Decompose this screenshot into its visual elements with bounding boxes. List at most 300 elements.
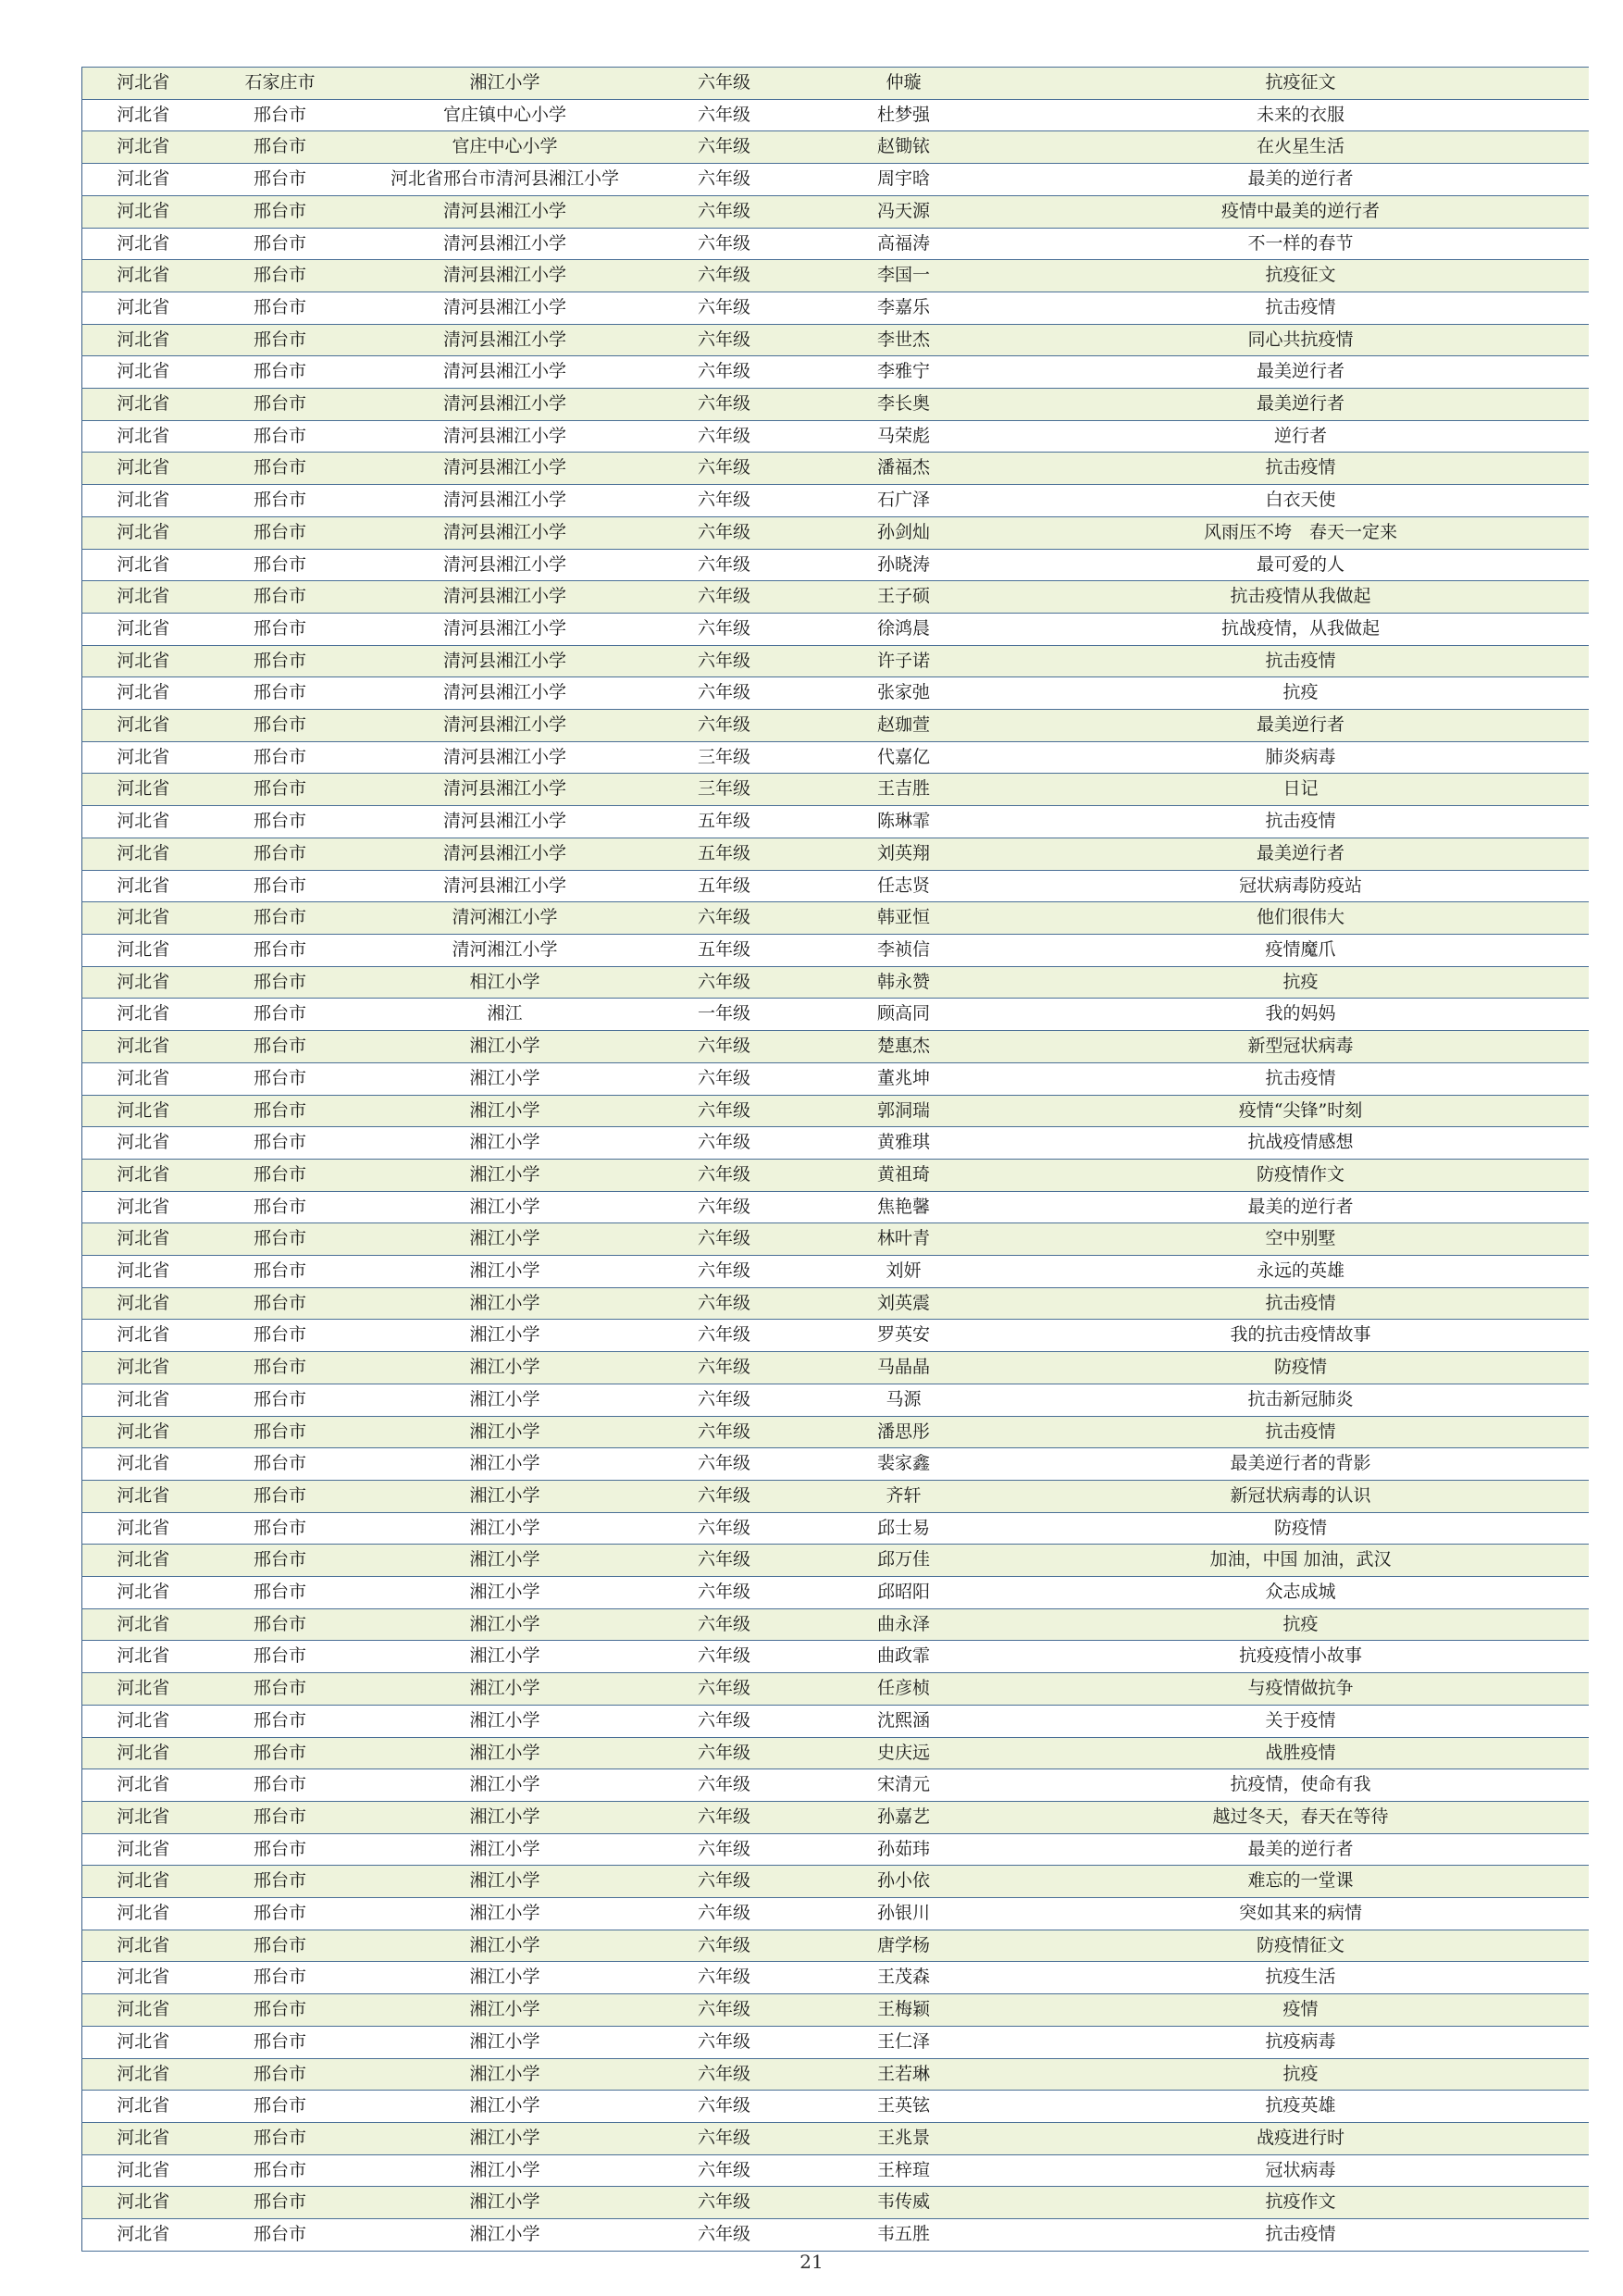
cell-title: 最美逆行者 xyxy=(1013,710,1589,742)
cell-province: 河北省 xyxy=(82,1384,204,1416)
cell-city: 邢台市 xyxy=(204,1866,356,1898)
cell-school: 湘江小学 xyxy=(356,1287,654,1320)
cell-school: 湘江小学 xyxy=(356,2187,654,2219)
table-row xyxy=(82,966,1589,999)
table-row xyxy=(82,164,1589,196)
cell-school: 湘江小学 xyxy=(356,1031,654,1063)
cell-province: 河北省 xyxy=(82,2058,204,2091)
cell-school: 清河县湘江小学 xyxy=(356,228,654,260)
cell-name: 韦五胜 xyxy=(795,2219,1013,2252)
cell-title: 与疫情做抗争 xyxy=(1013,1673,1589,1706)
table-row xyxy=(82,2123,1589,2155)
cell-province: 河北省 xyxy=(82,356,204,389)
table-row xyxy=(82,99,1589,131)
table-row xyxy=(82,999,1589,1031)
cell-province: 河北省 xyxy=(82,999,204,1031)
cell-title: 最美的逆行者 xyxy=(1013,164,1589,196)
table-row xyxy=(82,195,1589,228)
cell-school: 清河县湘江小学 xyxy=(356,710,654,742)
cell-name: 李长奥 xyxy=(795,389,1013,421)
cell-city: 邢台市 xyxy=(204,389,356,421)
table-row xyxy=(82,1705,1589,1737)
cell-name: 裴家鑫 xyxy=(795,1448,1013,1481)
cell-name: 王吉胜 xyxy=(795,774,1013,806)
cell-grade: 六年级 xyxy=(654,677,795,710)
cell-province: 河北省 xyxy=(82,806,204,838)
cell-province: 河北省 xyxy=(82,1095,204,1127)
cell-title: 抗击疫情 xyxy=(1013,1416,1589,1448)
cell-name: 董兆坤 xyxy=(795,1062,1013,1095)
table-row xyxy=(82,324,1589,356)
cell-name: 黄雅琪 xyxy=(795,1127,1013,1160)
cell-title: 抗疫征文 xyxy=(1013,68,1589,100)
cell-school: 湘江小学 xyxy=(356,1769,654,1802)
cell-title: 他们很伟大 xyxy=(1013,902,1589,935)
cell-grade: 六年级 xyxy=(654,1448,795,1481)
cell-grade: 六年级 xyxy=(654,710,795,742)
cell-title: 加油，中国 加油，武汉 xyxy=(1013,1545,1589,1577)
cell-school: 湘江小学 xyxy=(356,1866,654,1898)
cell-city: 邢台市 xyxy=(204,292,356,324)
cell-city: 邢台市 xyxy=(204,356,356,389)
cell-school: 湘江小学 xyxy=(356,1223,654,1256)
cell-title: 疫情“尖锋”时刻 xyxy=(1013,1095,1589,1127)
cell-city: 邢台市 xyxy=(204,2026,356,2058)
cell-title: 永远的英雄 xyxy=(1013,1256,1589,1288)
cell-grade: 六年级 xyxy=(654,1577,795,1609)
cell-grade: 六年级 xyxy=(654,1159,795,1191)
cell-grade: 六年级 xyxy=(654,1287,795,1320)
cell-city: 邢台市 xyxy=(204,1480,356,1512)
cell-grade: 六年级 xyxy=(654,99,795,131)
cell-city: 邢台市 xyxy=(204,1095,356,1127)
table-row xyxy=(82,1191,1589,1223)
cell-grade: 三年级 xyxy=(654,741,795,774)
cell-grade: 六年级 xyxy=(654,2026,795,2058)
cell-province: 河北省 xyxy=(82,1673,204,1706)
cell-grade: 五年级 xyxy=(654,870,795,902)
cell-city: 邢台市 xyxy=(204,870,356,902)
cell-school: 清河县湘江小学 xyxy=(356,549,654,581)
cell-province: 河北省 xyxy=(82,1448,204,1481)
cell-title: 抗击疫情从我做起 xyxy=(1013,581,1589,614)
cell-school: 清河县湘江小学 xyxy=(356,870,654,902)
cell-province: 河北省 xyxy=(82,1930,204,1962)
cell-title: 不一样的春节 xyxy=(1013,228,1589,260)
cell-grade: 六年级 xyxy=(654,1320,795,1352)
cell-name: 马源 xyxy=(795,1384,1013,1416)
cell-city: 邢台市 xyxy=(204,1062,356,1095)
cell-school: 清河县湘江小学 xyxy=(356,420,654,453)
cell-grade: 一年级 xyxy=(654,999,795,1031)
table-row xyxy=(82,389,1589,421)
cell-title: 关于疫情 xyxy=(1013,1705,1589,1737)
cell-city: 邢台市 xyxy=(204,1577,356,1609)
table-row xyxy=(82,292,1589,324)
cell-school: 湘江小学 xyxy=(356,1962,654,1994)
cell-name: 冯天源 xyxy=(795,195,1013,228)
cell-city: 邢台市 xyxy=(204,2123,356,2155)
cell-city: 邢台市 xyxy=(204,453,356,485)
cell-province: 河北省 xyxy=(82,870,204,902)
table-row xyxy=(82,1384,1589,1416)
cell-title: 抗疫英雄 xyxy=(1013,2091,1589,2123)
cell-name: 孙晓涛 xyxy=(795,549,1013,581)
cell-school: 湘江小学 xyxy=(356,1191,654,1223)
cell-name: 高福涛 xyxy=(795,228,1013,260)
cell-grade: 六年级 xyxy=(654,1898,795,1930)
table-row xyxy=(82,1159,1589,1191)
cell-school: 清河县湘江小学 xyxy=(356,581,654,614)
cell-school: 相江小学 xyxy=(356,966,654,999)
cell-name: 王梓瑄 xyxy=(795,2154,1013,2187)
cell-school: 清河县湘江小学 xyxy=(356,389,654,421)
cell-school: 湘江小学 xyxy=(356,1480,654,1512)
cell-title: 抗战疫情，从我做起 xyxy=(1013,613,1589,645)
cell-city: 邢台市 xyxy=(204,420,356,453)
cell-province: 河北省 xyxy=(82,1994,204,2027)
cell-grade: 五年级 xyxy=(654,838,795,870)
table-row xyxy=(82,1352,1589,1384)
cell-city: 邢台市 xyxy=(204,1031,356,1063)
cell-name: 邱昭阳 xyxy=(795,1577,1013,1609)
cell-name: 刘妍 xyxy=(795,1256,1013,1288)
cell-city: 邢台市 xyxy=(204,966,356,999)
cell-title: 我的抗击疫情故事 xyxy=(1013,1320,1589,1352)
cell-school: 湘江小学 xyxy=(356,68,654,100)
cell-school: 清河县湘江小学 xyxy=(356,645,654,677)
table-row xyxy=(82,1866,1589,1898)
cell-school: 湘江小学 xyxy=(356,1930,654,1962)
cell-school: 清河县湘江小学 xyxy=(356,741,654,774)
table-row xyxy=(82,228,1589,260)
cell-title: 抗击疫情 xyxy=(1013,453,1589,485)
cell-city: 邢台市 xyxy=(204,2154,356,2187)
cell-grade: 六年级 xyxy=(654,1095,795,1127)
table-row xyxy=(82,549,1589,581)
cell-city: 邢台市 xyxy=(204,260,356,292)
cell-name: 罗英安 xyxy=(795,1320,1013,1352)
cell-name: 曲永泽 xyxy=(795,1608,1013,1641)
cell-name: 李国一 xyxy=(795,260,1013,292)
cell-school: 湘江小学 xyxy=(356,1159,654,1191)
cell-city: 邢台市 xyxy=(204,710,356,742)
cell-title: 冠状病毒 xyxy=(1013,2154,1589,2187)
cell-title: 肺炎病毒 xyxy=(1013,741,1589,774)
cell-city: 邢台市 xyxy=(204,1608,356,1641)
cell-name: 孙银川 xyxy=(795,1898,1013,1930)
cell-grade: 六年级 xyxy=(654,195,795,228)
cell-grade: 六年级 xyxy=(654,1801,795,1833)
cell-name: 林叶青 xyxy=(795,1223,1013,1256)
table-row xyxy=(82,68,1589,100)
cell-school: 湘江小学 xyxy=(356,1352,654,1384)
cell-city: 邢台市 xyxy=(204,774,356,806)
cell-city: 邢台市 xyxy=(204,1352,356,1384)
cell-province: 河北省 xyxy=(82,774,204,806)
cell-province: 河北省 xyxy=(82,324,204,356)
cell-province: 河北省 xyxy=(82,1769,204,1802)
cell-title: 防疫情征文 xyxy=(1013,1930,1589,1962)
cell-province: 河北省 xyxy=(82,1833,204,1866)
cell-name: 马荣彪 xyxy=(795,420,1013,453)
cell-province: 河北省 xyxy=(82,1256,204,1288)
cell-city: 邢台市 xyxy=(204,1641,356,1673)
table-row xyxy=(82,1930,1589,1962)
cell-grade: 六年级 xyxy=(654,485,795,517)
cell-city: 邢台市 xyxy=(204,1737,356,1769)
cell-title: 抗击疫情 xyxy=(1013,2219,1589,2252)
cell-school: 湘江小学 xyxy=(356,1577,654,1609)
cell-school: 湘江小学 xyxy=(356,1994,654,2027)
cell-city: 邢台市 xyxy=(204,516,356,549)
table-row xyxy=(82,1256,1589,1288)
table-row xyxy=(82,934,1589,966)
cell-province: 河北省 xyxy=(82,1352,204,1384)
cell-title: 我的妈妈 xyxy=(1013,999,1589,1031)
cell-province: 河北省 xyxy=(82,260,204,292)
cell-province: 河北省 xyxy=(82,164,204,196)
cell-name: 孙小依 xyxy=(795,1866,1013,1898)
cell-city: 邢台市 xyxy=(204,1223,356,1256)
cell-grade: 六年级 xyxy=(654,453,795,485)
cell-title: 抗疫作文 xyxy=(1013,2187,1589,2219)
cell-province: 河北省 xyxy=(82,2123,204,2155)
table-row xyxy=(82,1062,1589,1095)
cell-title: 最可爱的人 xyxy=(1013,549,1589,581)
cell-province: 河北省 xyxy=(82,677,204,710)
cell-city: 邢台市 xyxy=(204,485,356,517)
cell-city: 邢台市 xyxy=(204,1962,356,1994)
cell-grade: 六年级 xyxy=(654,581,795,614)
cell-school: 清河县湘江小学 xyxy=(356,195,654,228)
cell-city: 邢台市 xyxy=(204,677,356,710)
cell-name: 陈琳霏 xyxy=(795,806,1013,838)
cell-name: 韩永赞 xyxy=(795,966,1013,999)
cell-school: 湘江小学 xyxy=(356,1801,654,1833)
cell-title: 白衣天使 xyxy=(1013,485,1589,517)
cell-province: 河北省 xyxy=(82,966,204,999)
table-row xyxy=(82,1673,1589,1706)
cell-title: 抗疫情，使命有我 xyxy=(1013,1769,1589,1802)
table-row xyxy=(82,710,1589,742)
cell-name: 李嘉乐 xyxy=(795,292,1013,324)
cell-title: 最美逆行者的背影 xyxy=(1013,1448,1589,1481)
cell-name: 杜梦强 xyxy=(795,99,1013,131)
cell-city: 邢台市 xyxy=(204,613,356,645)
cell-grade: 六年级 xyxy=(654,292,795,324)
cell-school: 湘江小学 xyxy=(356,1095,654,1127)
cell-grade: 三年级 xyxy=(654,774,795,806)
cell-school: 湘江小学 xyxy=(356,2123,654,2155)
cell-city: 邢台市 xyxy=(204,838,356,870)
cell-name: 刘英震 xyxy=(795,1287,1013,1320)
cell-city: 邢台市 xyxy=(204,806,356,838)
cell-title: 新冠状病毒的认识 xyxy=(1013,1480,1589,1512)
cell-grade: 六年级 xyxy=(654,1737,795,1769)
cell-name: 任志贤 xyxy=(795,870,1013,902)
cell-title: 逆行者 xyxy=(1013,420,1589,453)
cell-city: 邢台市 xyxy=(204,1512,356,1545)
cell-school: 湘江小学 xyxy=(356,1062,654,1095)
cell-title: 抗战疫情感想 xyxy=(1013,1127,1589,1160)
cell-province: 河北省 xyxy=(82,838,204,870)
cell-province: 河北省 xyxy=(82,1898,204,1930)
cell-school: 清河县湘江小学 xyxy=(356,677,654,710)
table-row xyxy=(82,1962,1589,1994)
cell-province: 河北省 xyxy=(82,1191,204,1223)
table-row xyxy=(82,2058,1589,2091)
cell-grade: 五年级 xyxy=(654,806,795,838)
cell-province: 河北省 xyxy=(82,934,204,966)
cell-name: 许子诺 xyxy=(795,645,1013,677)
cell-title: 越过冬天，春天在等待 xyxy=(1013,1801,1589,1833)
cell-name: 王仁泽 xyxy=(795,2026,1013,2058)
cell-name: 曲政霏 xyxy=(795,1641,1013,1673)
cell-title: 最美逆行者 xyxy=(1013,838,1589,870)
cell-province: 河北省 xyxy=(82,1866,204,1898)
cell-school: 湘江小学 xyxy=(356,1737,654,1769)
cell-name: 徐鸿晨 xyxy=(795,613,1013,645)
entries-table xyxy=(81,67,1589,2252)
cell-grade: 六年级 xyxy=(654,131,795,164)
cell-name: 李祯信 xyxy=(795,934,1013,966)
cell-grade: 六年级 xyxy=(654,1994,795,2027)
cell-grade: 六年级 xyxy=(654,2154,795,2187)
cell-grade: 六年级 xyxy=(654,1031,795,1063)
cell-title: 抗击疫情 xyxy=(1013,806,1589,838)
cell-city: 邢台市 xyxy=(204,1769,356,1802)
table-row xyxy=(82,1416,1589,1448)
cell-title: 抗击疫情 xyxy=(1013,1287,1589,1320)
cell-province: 河北省 xyxy=(82,741,204,774)
cell-name: 任彦桢 xyxy=(795,1673,1013,1706)
cell-city: 邢台市 xyxy=(204,2091,356,2123)
cell-title: 最美的逆行者 xyxy=(1013,1833,1589,1866)
cell-name: 郭洞瑞 xyxy=(795,1095,1013,1127)
cell-school: 清河县湘江小学 xyxy=(356,453,654,485)
cell-city: 邢台市 xyxy=(204,902,356,935)
cell-school: 湘江小学 xyxy=(356,1512,654,1545)
cell-province: 河北省 xyxy=(82,99,204,131)
cell-city: 邢台市 xyxy=(204,1994,356,2027)
cell-province: 河北省 xyxy=(82,2026,204,2058)
cell-school: 湘江小学 xyxy=(356,1448,654,1481)
table-row xyxy=(82,1801,1589,1833)
cell-city: 石家庄市 xyxy=(204,68,356,100)
cell-grade: 六年级 xyxy=(654,645,795,677)
cell-school: 清河县湘江小学 xyxy=(356,516,654,549)
cell-city: 邢台市 xyxy=(204,324,356,356)
cell-school: 清河县湘江小学 xyxy=(356,485,654,517)
cell-name: 石广泽 xyxy=(795,485,1013,517)
cell-name: 黄祖琦 xyxy=(795,1159,1013,1191)
cell-grade: 六年级 xyxy=(654,1416,795,1448)
table-row xyxy=(82,1031,1589,1063)
cell-name: 李世杰 xyxy=(795,324,1013,356)
cell-title: 抗疫生活 xyxy=(1013,1962,1589,1994)
cell-school: 清河县湘江小学 xyxy=(356,838,654,870)
cell-school: 清河县湘江小学 xyxy=(356,324,654,356)
cell-city: 邢台市 xyxy=(204,228,356,260)
cell-name: 仲璇 xyxy=(795,68,1013,100)
cell-name: 王梅颖 xyxy=(795,1994,1013,2027)
cell-title: 空中别墅 xyxy=(1013,1223,1589,1256)
table-row xyxy=(82,677,1589,710)
cell-grade: 六年级 xyxy=(654,2219,795,2252)
cell-province: 河北省 xyxy=(82,2154,204,2187)
cell-title: 冠状病毒防疫站 xyxy=(1013,870,1589,902)
cell-province: 河北省 xyxy=(82,516,204,549)
cell-province: 河北省 xyxy=(82,645,204,677)
cell-grade: 六年级 xyxy=(654,1641,795,1673)
cell-city: 邢台市 xyxy=(204,1545,356,1577)
table-row xyxy=(82,806,1589,838)
cell-school: 湘江小学 xyxy=(356,2219,654,2252)
cell-province: 河北省 xyxy=(82,2219,204,2252)
cell-school: 湘江小学 xyxy=(356,1545,654,1577)
cell-grade: 六年级 xyxy=(654,1833,795,1866)
cell-title: 最美逆行者 xyxy=(1013,356,1589,389)
table-row xyxy=(82,1994,1589,2027)
table-row xyxy=(82,613,1589,645)
cell-name: 潘思彤 xyxy=(795,1416,1013,1448)
table-row xyxy=(82,2091,1589,2123)
cell-title: 未来的衣服 xyxy=(1013,99,1589,131)
table-row xyxy=(82,1512,1589,1545)
cell-grade: 六年级 xyxy=(654,68,795,100)
cell-title: 同心共抗疫情 xyxy=(1013,324,1589,356)
cell-title: 抗疫征文 xyxy=(1013,260,1589,292)
table-row xyxy=(82,774,1589,806)
cell-province: 河北省 xyxy=(82,1159,204,1191)
cell-school: 湘江小学 xyxy=(356,2058,654,2091)
cell-school: 清河县湘江小学 xyxy=(356,292,654,324)
cell-grade: 六年级 xyxy=(654,1223,795,1256)
cell-grade: 五年级 xyxy=(654,934,795,966)
table-row xyxy=(82,1287,1589,1320)
cell-city: 邢台市 xyxy=(204,1448,356,1481)
cell-grade: 六年级 xyxy=(654,1384,795,1416)
cell-grade: 六年级 xyxy=(654,1545,795,1577)
cell-province: 河北省 xyxy=(82,710,204,742)
table-row xyxy=(82,1448,1589,1481)
cell-name: 焦艳馨 xyxy=(795,1191,1013,1223)
cell-grade: 六年级 xyxy=(654,2091,795,2123)
cell-school: 湘江小学 xyxy=(356,1320,654,1352)
cell-name: 王英铉 xyxy=(795,2091,1013,2123)
cell-city: 邢台市 xyxy=(204,131,356,164)
cell-school: 清河县湘江小学 xyxy=(356,356,654,389)
cell-grade: 六年级 xyxy=(654,1191,795,1223)
cell-province: 河北省 xyxy=(82,1062,204,1095)
table-row xyxy=(82,1223,1589,1256)
cell-city: 邢台市 xyxy=(204,2219,356,2252)
cell-province: 河北省 xyxy=(82,1127,204,1160)
table-row xyxy=(82,516,1589,549)
table-row xyxy=(82,485,1589,517)
cell-school: 清河县湘江小学 xyxy=(356,774,654,806)
cell-province: 河北省 xyxy=(82,1737,204,1769)
cell-grade: 六年级 xyxy=(654,1512,795,1545)
cell-name: 韦传威 xyxy=(795,2187,1013,2219)
cell-grade: 六年级 xyxy=(654,1962,795,1994)
cell-school: 湘江小学 xyxy=(356,1833,654,1866)
table-row xyxy=(82,453,1589,485)
entries-table-wrapper xyxy=(81,67,1588,2252)
cell-name: 邱士易 xyxy=(795,1512,1013,1545)
table-row xyxy=(82,2026,1589,2058)
